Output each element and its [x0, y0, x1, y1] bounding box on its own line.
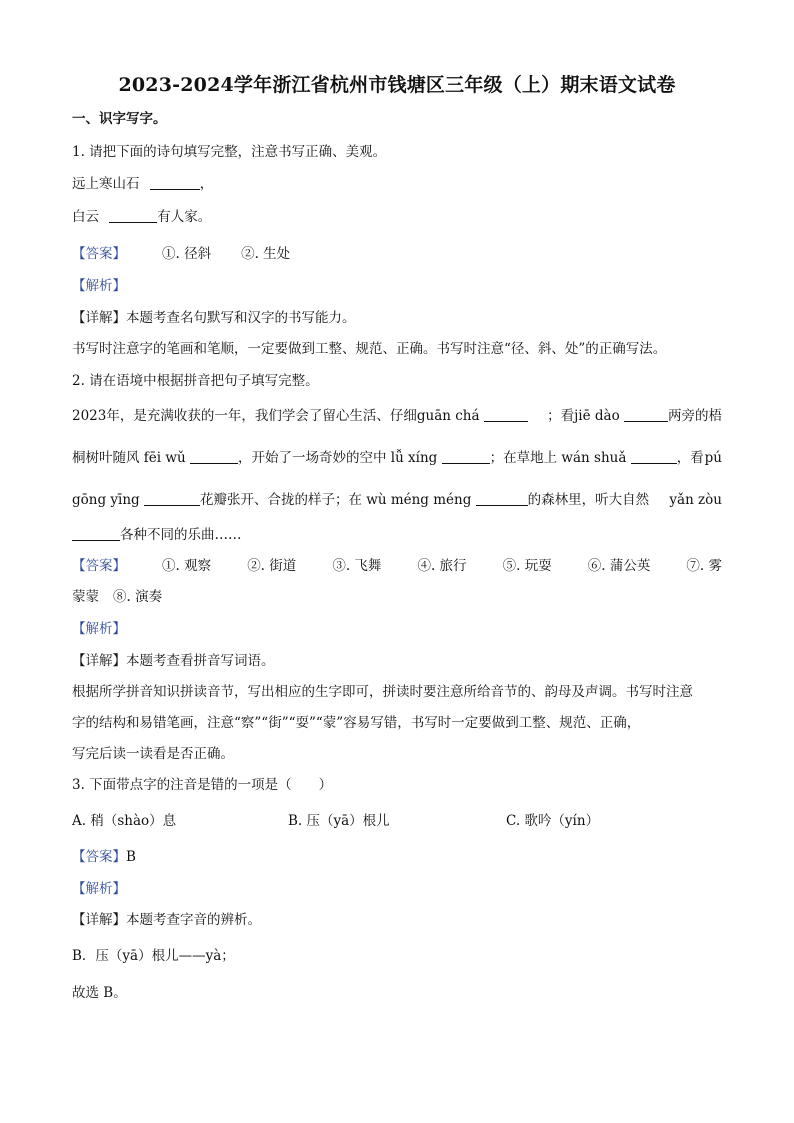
answer-tag: 【答案】 [72, 849, 126, 865]
q3-answer [72, 848, 136, 866]
q3-option-c[interactable]: C. 歌吟（yín） [506, 813, 600, 829]
q2-text: 2023年，是充满收获的一年，我们学会了留心生活、仔细 [72, 408, 417, 424]
q1-answer-2: ②. 生处 [241, 246, 291, 262]
q2-text: ，看 [676, 450, 704, 466]
q2-note-line2: 字的结构和易错笔画，注意“察”“街”“耍”“蒙”容易写错，书写时一定要做到工整、规范、正确， [72, 715, 641, 731]
pinyin: guān chá [416, 408, 480, 424]
q2-answer [72, 557, 722, 575]
q1-note: 书写时注意字的笔画和笔顺，一定要做到工整、规范、正确。书写时注意“径、斜、处”的正确写法。 [72, 341, 667, 357]
q2-text: 两旁的梧 [668, 408, 722, 424]
q1-blank-1[interactable] [150, 175, 200, 190]
pinyin: wù méng méng [366, 492, 472, 508]
q2-blank-7[interactable] [476, 491, 528, 506]
q2-blank-8[interactable] [72, 526, 120, 541]
q2-paragraph-line1 [72, 407, 722, 425]
q2-detail-text: 本题考查看拼音写词语。 [126, 653, 275, 669]
q3-detail-text: 本题考查字音的辨析。 [126, 912, 261, 928]
q2-answer-3: ③. 飞舞 [332, 558, 382, 574]
q2-blank-4[interactable] [442, 449, 490, 464]
detail-tag: 【详解】 [72, 310, 126, 326]
q2-answer-cont [72, 588, 162, 606]
section-heading: 一、识字写字。 [72, 111, 167, 127]
pinyin: jiē dào [574, 408, 620, 424]
q2-paragraph-line4 [72, 526, 242, 544]
page-title: 2023-2024学年浙江省杭州市钱塘区三年级（上）期末语文试卷 [118, 74, 676, 96]
q2-text: ；看 [547, 408, 575, 424]
q2-answer-8: ⑧. 演奏 [113, 589, 163, 605]
q1-blank-2[interactable] [109, 208, 157, 223]
pinyin: lǚ xíng [390, 450, 438, 466]
q1-line1-text: 远上寒山石 [72, 176, 140, 192]
detail-tag: 【详解】 [72, 912, 126, 928]
q2-paragraph-line3 [72, 491, 722, 509]
q2-answer-4: ④. 旅行 [417, 558, 467, 574]
pinyin: fēi wǔ [143, 450, 186, 466]
q1-line1-punct: ， [199, 176, 214, 192]
q2-blank-3[interactable] [190, 449, 238, 464]
pinyin: pú [704, 450, 722, 466]
q3-option-a[interactable]: A. 稍（shào）息 [72, 813, 177, 829]
q3-option-b[interactable]: B. 压（yā）根儿 [288, 813, 390, 829]
q2-answer-6: ⑥. 蒲公英 [587, 558, 651, 574]
q1-prompt: 1. 请把下面的诗句填写完整，注意书写正确、美观。 [72, 144, 387, 160]
q2-prompt: 2. 请在语境中根据拼音把句子填写完整。 [72, 373, 319, 389]
answer-tag: 【答案】 [72, 558, 126, 574]
answer-tag: 【答案】 [72, 246, 126, 262]
detail-tag: 【详解】 [72, 653, 126, 669]
q3-detail [72, 911, 261, 929]
q2-blank-5[interactable] [631, 449, 677, 464]
q2-answer-1: ①. 观察 [162, 558, 212, 574]
q1-line1 [72, 175, 213, 193]
q1-line2-text-b: 有人家 [157, 209, 198, 225]
q1-answer [72, 245, 290, 263]
q1-line2-text: 白云 [72, 209, 99, 225]
q2-text: 各种不同的乐曲…… [120, 527, 242, 543]
q1-analysis-tag: 【解析】 [72, 278, 126, 294]
q1-line2-punct: 。 [197, 209, 212, 225]
q2-detail [72, 652, 275, 670]
q2-answer-2: ②. 街道 [247, 558, 297, 574]
pinyin: gōng yīng [72, 492, 140, 508]
q2-text: 花瓣张开、合拢的样子；在 [199, 492, 362, 508]
q1-detail [72, 309, 356, 327]
q1-detail-text: 本题考查名句默写和汉字的书写能力。 [126, 310, 356, 326]
q2-paragraph-line2 [72, 449, 722, 467]
q2-answer-5: ⑤. 玩耍 [502, 558, 552, 574]
q3-conclusion: 故选 B。 [72, 985, 127, 1001]
q2-text: 的森林里，听大自然 [527, 492, 650, 508]
q2-text: ；在草地上 [489, 450, 558, 466]
q2-analysis-tag: 【解析】 [72, 621, 126, 637]
q2-note-line3: 写完后读一读看是否正确。 [72, 746, 234, 762]
q2-text: 桐树叶随风 [72, 450, 140, 466]
q2-blank-6[interactable] [144, 491, 200, 506]
q3-prompt: 3. 下面带点字的注音是错的一项是（ ） [72, 777, 333, 793]
q2-blank-2[interactable] [624, 407, 668, 422]
q1-line2 [72, 208, 211, 226]
q3-answer-value: B [126, 849, 136, 865]
q2-answer-7: ⑦. 雾 [686, 558, 722, 574]
q2-note-line1: 根据所学拼音知识拼读音节，写出相应的生字即可，拼读时要注意所给音节的、韵母及声调。书写时注意 [72, 684, 693, 700]
q3-analysis-tag: 【解析】 [72, 881, 126, 897]
q3-explain: B．压（yā）根儿——yà； [72, 948, 235, 964]
pinyin: yǎn zòu [669, 492, 722, 508]
q2-blank-1[interactable] [484, 407, 528, 422]
pinyin: wán shuǎ [561, 450, 627, 466]
q1-answer-1: ①. 径斜 [162, 246, 212, 262]
q2-text: ，开始了一场奇妙的空中 [237, 450, 387, 466]
q2-answer-7-cont: 蒙蒙 [72, 589, 99, 605]
